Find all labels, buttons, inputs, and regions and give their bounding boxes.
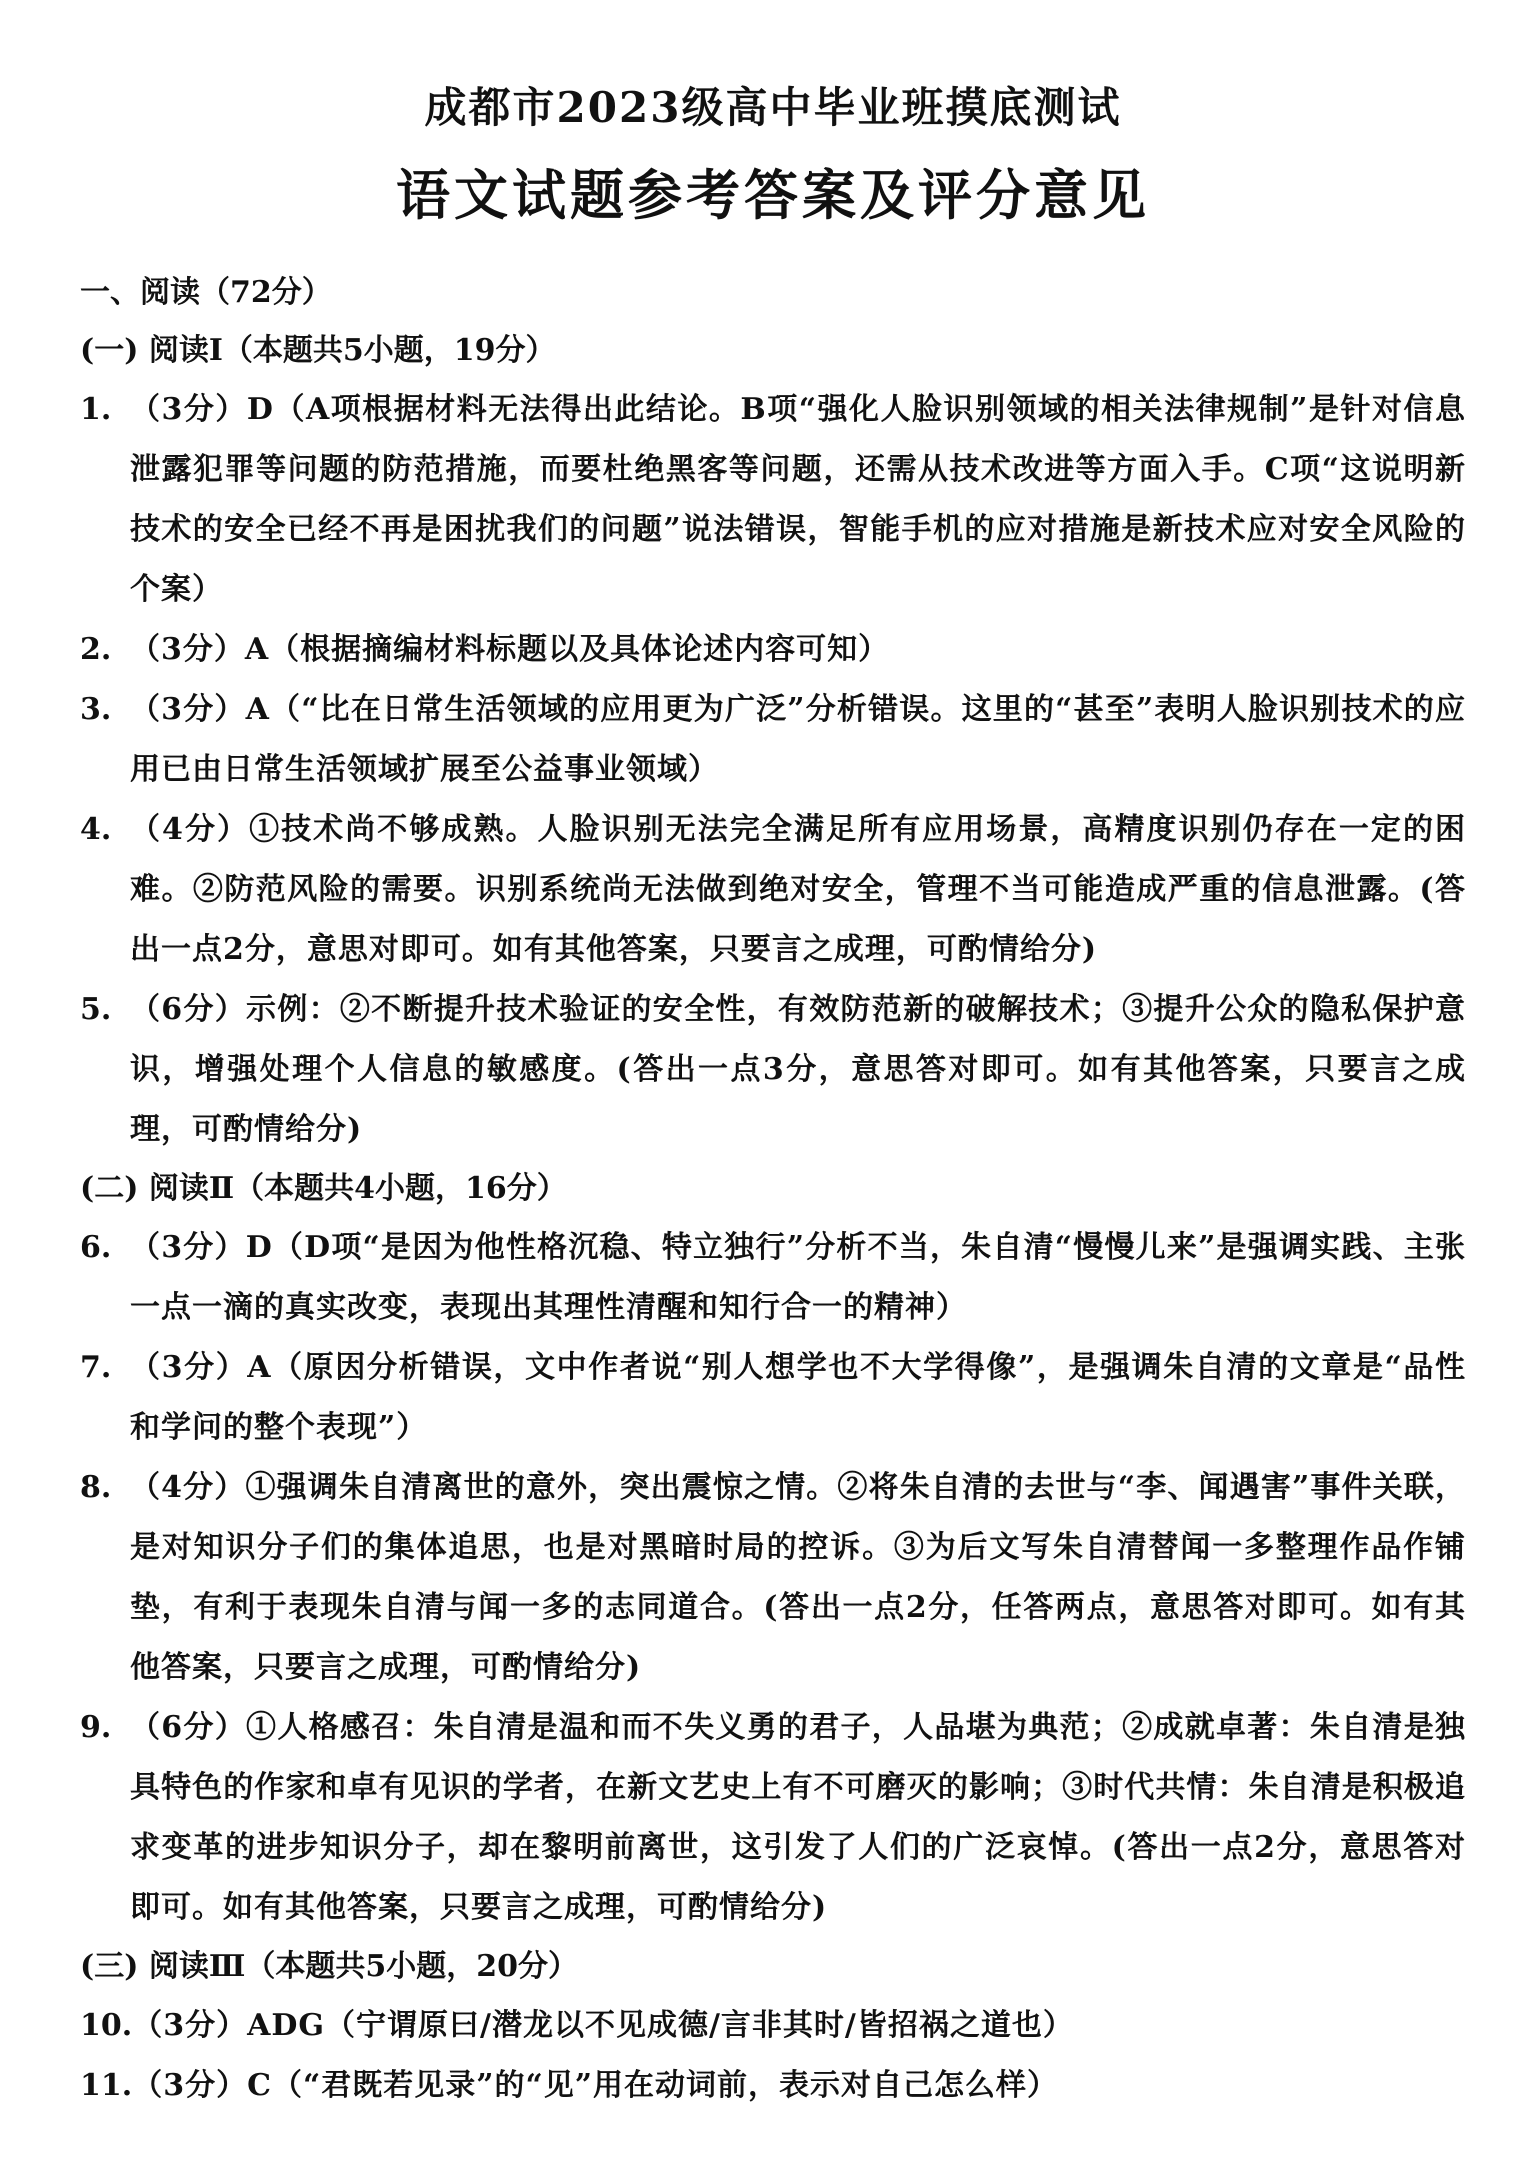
answer-item: [80, 1338, 1466, 1458]
item-number: 4.: [80, 812, 112, 847]
document-title: 语文试题参考答案及评分意见: [396, 163, 1150, 227]
item-number: 5.: [80, 992, 112, 1027]
item-text: （6分）示例：②不断提升技术验证的安全性，有效防范新的破解技术；③提升公众的隐私保护意识，增强处理个人信息的敏感度。(答出一点3分，意思答对即可。如有其他答案，只要言之成理，可酌情给分): [130, 992, 1466, 1147]
item-text: （3分）A（原因分析错误，文中作者说“别人想学也不大学得像”，是强调朱自清的文章是“品性和学问的整个表现”）: [130, 1350, 1466, 1445]
item-text: （3分）D（A项根据材料无法得出此结论。B项“强化人脸识别领域的相关法律规制”是针对信息泄露犯罪等问题的防范措施，而要杜绝黑客等问题，还需从技术改进等方面入手。C项“这说明新技术的安全已经不再是困扰我们的问题”说法错误，智能手机的应对措施是新技术应对安全风险的个案）: [130, 392, 1466, 607]
item-number: 3.: [80, 692, 112, 727]
answer-item: [80, 1458, 1466, 1698]
item-text: （3分）A（根据摘编材料标题以及具体论述内容可知）: [130, 632, 890, 667]
part-heading-reading-3: (三) 阅读Ⅲ（本题共5小题，20分）: [80, 1949, 578, 1984]
answer-item: [80, 980, 1466, 1160]
item-number: 7.: [80, 1350, 112, 1385]
answer-item: [80, 1996, 1466, 2056]
exam-title: 成都市2023级高中毕业班摸底测试: [424, 83, 1122, 132]
answer-item: [80, 1218, 1466, 1338]
answer-item: [80, 2056, 1466, 2116]
item-number: 6.: [80, 1230, 112, 1265]
part-heading-reading-1: (一) 阅读Ⅰ（本题共5小题，19分）: [80, 333, 556, 368]
item-text: （4分）①强调朱自清离世的意外，突出震惊之情。②将朱自清的去世与“李、闻遇害”事件关联，是对知识分子们的集体追思，也是对黑暗时局的控诉。③为后文写朱自清替闻一多整理作品作铺垫，有利于表现朱自清与闻一多的志同道合。(答出一点2分，任答两点，意思答对即可。如有其他答案，只要言之成理，可酌情给分): [130, 1470, 1466, 1685]
item-text: （3分）C（“君既若见录”的“见”用在动词前，表示对自己怎么样）: [132, 2068, 1058, 2103]
section-heading-reading: 一、阅读（72分）: [80, 275, 332, 310]
item-text: （4分）①技术尚不够成熟。人脸识别无法完全满足所有应用场景，高精度识别仍存在一定的困难。②防范风险的需要。识别系统尚无法做到绝对安全，管理不当可能造成严重的信息泄露。(答出一点2分，意思对即可。如有其他答案，只要言之成理，可酌情给分): [130, 812, 1466, 967]
item-text: （3分）ADG（宁谓原曰/潜龙以不见成德/言非其时/皆招祸之道也）: [132, 2008, 1074, 2043]
item-text: （6分）①人格感召：朱自清是温和而不失义勇的君子，人品堪为典范；②成就卓著：朱自清是独具特色的作家和卓有见识的学者，在新文艺史上有不可磨灭的影响；③时代共情：朱自清是积极追求变革的进步知识分子，却在黎明前离世，这引发了人们的广泛哀悼。(答出一点2分，意思答对即可。如有其他答案，只要言之成理，可酌情给分): [130, 1710, 1466, 1925]
item-number: 2.: [80, 632, 112, 667]
answer-item: [80, 680, 1466, 800]
answer-item: [80, 380, 1466, 620]
part-heading-reading-2: (二) 阅读Ⅱ（本题共4小题，16分）: [80, 1171, 567, 1206]
item-text: （3分）A（“比在日常生活领域的应用更为广泛”分析错误。这里的“甚至”表明人脸识别技术的应用已由日常生活领域扩展至公益事业领域）: [130, 692, 1466, 787]
item-number: 11.: [80, 2068, 133, 2103]
item-number: 1.: [80, 392, 112, 427]
answer-item: [80, 800, 1466, 980]
item-text: （3分）D（D项“是因为他性格沉稳、特立独行”分析不当，朱自清“慢慢儿来”是强调实践、主张一点一滴的真实改变，表现出其理性清醒和知行合一的精神）: [130, 1230, 1466, 1325]
item-number: 9.: [80, 1710, 112, 1745]
item-number: 8.: [80, 1470, 112, 1505]
answer-item: [80, 620, 1466, 680]
item-number: 10.: [80, 2008, 133, 2043]
answer-item: [80, 1698, 1466, 1938]
